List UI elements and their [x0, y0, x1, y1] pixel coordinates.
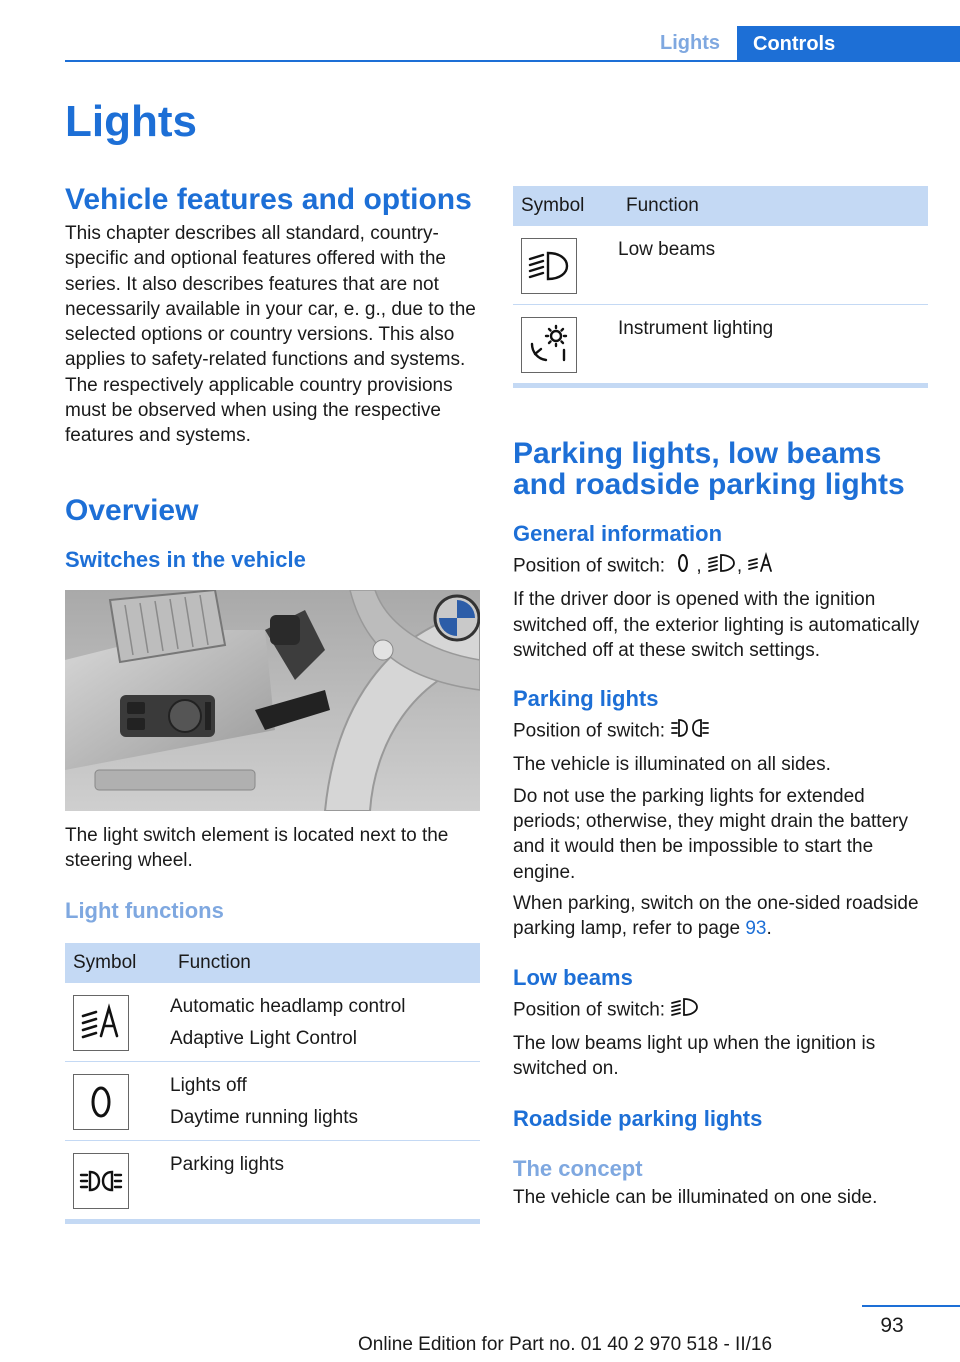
general-information-heading: General information [513, 521, 723, 546]
footer-rule [862, 1305, 960, 1307]
automatic-headlamp-icon [747, 552, 775, 581]
table-row [65, 983, 480, 1062]
parking-text-3-body: When parking, switch on the one-sided roadside parking lamp, refer to page [513, 892, 919, 940]
low-beams-icon [521, 238, 577, 294]
lights-off-icon [73, 1074, 129, 1130]
parking-text-2: Do not use the parking lights for extended periods; otherwise, they might drain the battery and it would then be impossible to start the engine. [513, 785, 908, 883]
table-header-row [513, 186, 928, 226]
page-reference-link[interactable]: 93 [745, 918, 767, 940]
header-chapter-tab[interactable]: Controls [737, 26, 960, 62]
switch-position-label: Position of switch: [513, 999, 666, 1021]
parking-lights-icon [670, 717, 710, 746]
roadside-parking-heading: Roadside parking lights [513, 1106, 763, 1132]
table-header-row [65, 943, 480, 983]
function-name: Instrument lighting [618, 318, 774, 339]
table-row [513, 226, 928, 305]
function-name: Adaptive Light Control [170, 1028, 357, 1050]
parking-lights-section-heading: Parking lights, low beams and roadside parking lights [513, 437, 905, 501]
edition-note: Online Edition for Part no. 01 40 2 970 518 - II/16 [357, 1334, 773, 1355]
right-column [513, 186, 928, 1211]
col-function-header: Function [618, 186, 928, 226]
light-functions-table [65, 943, 480, 1219]
parking-switch-position [513, 717, 928, 746]
function-name: Lights off [170, 1075, 247, 1097]
automatic-headlamp-icon [73, 995, 129, 1051]
col-symbol-header: Symbol [65, 943, 170, 983]
low-beams-icon [670, 996, 700, 1025]
low-beams-text: The low beams light up when the ignition is switched on. [513, 1032, 876, 1080]
table-row [513, 305, 928, 384]
table-row [65, 1062, 480, 1141]
low-beams-switch-position [513, 996, 928, 1025]
header-section-tab[interactable]: Lights [660, 31, 720, 54]
concept-heading: The concept [513, 1156, 643, 1182]
header-rule [65, 60, 960, 62]
table-end-rule [65, 1219, 480, 1224]
general-info-text: If the driver door is opened with the ignition switched off, the exterior lighting is automatically switched off at these switch settings. [513, 589, 920, 661]
function-name: Daytime running lights [170, 1107, 358, 1129]
lights-off-icon [670, 552, 696, 581]
photo-caption: The light switch element is located next to the steering wheel. [65, 824, 449, 871]
overview-heading: Overview [65, 493, 199, 527]
page-title: Lights [65, 97, 197, 146]
parking-text-1: The vehicle is illuminated on all sides. [513, 754, 831, 776]
parking-lights-heading: Parking lights [513, 686, 659, 712]
instrument-lighting-icon [521, 317, 577, 373]
left-column [65, 96, 480, 1224]
table-end-rule [513, 383, 928, 388]
function-name: Automatic headlamp control [170, 996, 406, 1018]
dashboard-illustration [65, 590, 480, 811]
features-heading: Vehicle features and options [65, 183, 472, 216]
light-switch-photo [65, 590, 480, 811]
col-symbol-header: Symbol [513, 186, 618, 226]
parking-text-3 [513, 891, 928, 942]
light-functions-heading: Light functions [65, 898, 224, 924]
function-name: Low beams [618, 239, 716, 260]
low-beams-heading: Low beams [513, 964, 633, 990]
parking-text-3-end: . [766, 918, 772, 940]
features-text: This chapter describes all standard, country-specific and optional features offered with the series. It also describes features that are not necessarily available in your car, e. g., due to the selected options or country versions. This also applies to safety-related functions and systems. The respectively applicable country provisions must be observed when using the respective features and systems. [65, 223, 476, 447]
light-functions-table-continued [513, 186, 928, 383]
switch-position-label: Position of switch: [513, 720, 666, 742]
concept-text: The vehicle can be illuminated on one side. [513, 1187, 878, 1209]
table-row [65, 1141, 480, 1220]
switch-position-label: Position of switch: [513, 555, 666, 577]
parking-lights-icon [73, 1153, 129, 1209]
page-number: 93 [880, 1314, 904, 1337]
low-beams-icon [707, 552, 737, 581]
function-name: Parking lights [170, 1154, 285, 1176]
switches-heading: Switches in the vehicle [65, 546, 306, 572]
col-function-header: Function [170, 943, 480, 983]
general-switch-position: Position of switch: , , [513, 552, 928, 581]
